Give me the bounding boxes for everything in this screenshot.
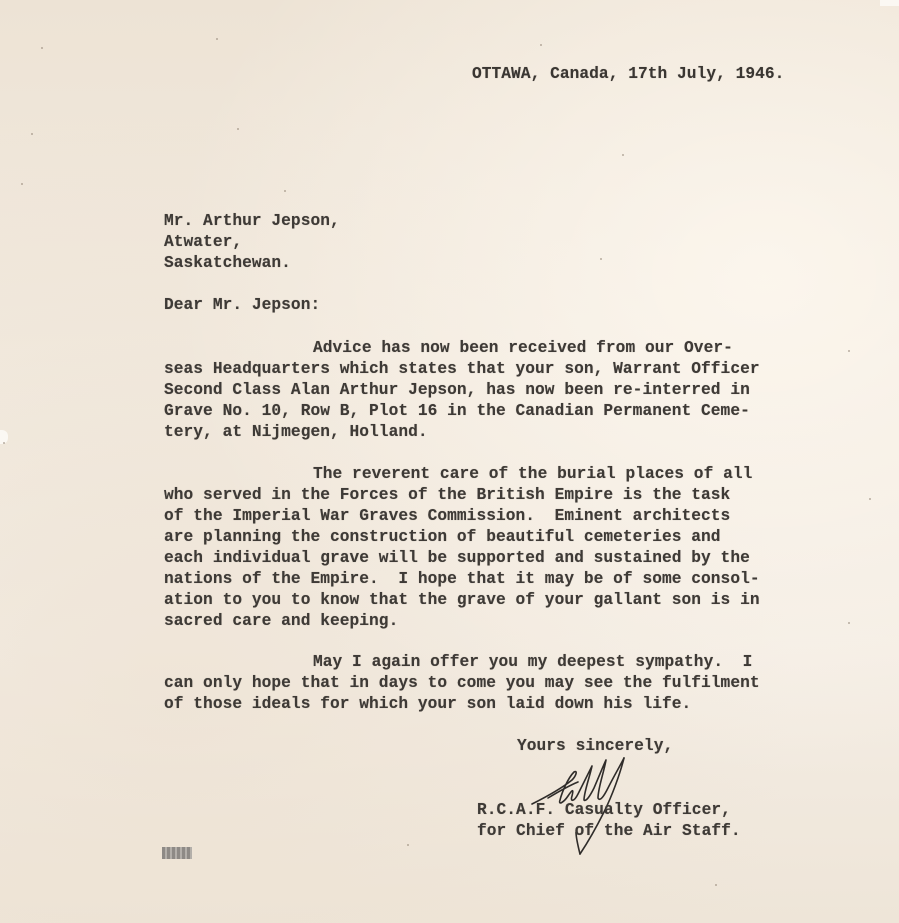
paragraph-2-line-5: each individual grave will be supported and sustained by the xyxy=(164,549,750,567)
paragraph-1-line-5: tery, at Nijmegen, Holland. xyxy=(164,423,428,441)
paper-speck xyxy=(848,622,850,624)
paper-speck xyxy=(41,47,43,49)
paragraph-2-line-4: are planning the construction of beautiful cemeteries and xyxy=(164,528,721,546)
paragraph-2-line-8: sacred care and keeping. xyxy=(164,612,399,630)
paper-speck xyxy=(622,154,624,156)
paper-speck xyxy=(284,190,286,192)
dateline: OTTAWA, Canada, 17th July, 1946. xyxy=(472,65,785,83)
paper-speck xyxy=(869,498,871,500)
paragraph-1-line-3: Second Class Alan Arthur Jepson, has now been re-interred in xyxy=(164,381,750,399)
closing: Yours sincerely, xyxy=(517,737,674,755)
paper-speck xyxy=(21,183,23,185)
paper-corner-mark xyxy=(880,0,899,6)
paragraph-2-line-6: nations of the Empire. I hope that it may be of some consol- xyxy=(164,570,760,588)
paragraph-3-line-3: of those ideals for which your son laid down his life. xyxy=(164,695,692,713)
paper-speck xyxy=(848,350,850,352)
paragraph-2-line-2: who served in the Forces of the British Empire is the task xyxy=(164,486,731,504)
signatory-on-behalf: for Chief of the Air Staff. xyxy=(477,822,741,840)
paragraph-1-line-1: Advice has now been received from our Over- xyxy=(313,339,733,357)
paragraph-2-line-7: ation to you to know that the grave of your gallant son is in xyxy=(164,591,760,609)
paper-speck xyxy=(600,258,602,260)
recipient-town: Atwater, xyxy=(164,233,243,251)
paper-speck xyxy=(31,133,33,135)
paper-speck xyxy=(216,38,218,40)
paragraph-2-line-3: of the Imperial War Graves Commission. Eminent architects xyxy=(164,507,731,525)
paper-speck xyxy=(237,128,239,130)
reference-initials-mark xyxy=(162,847,192,859)
paragraph-3-line-2: can only hope that in days to come you may see the fulfilment xyxy=(164,674,760,692)
paper-speck xyxy=(407,844,409,846)
paper-speck xyxy=(715,884,717,886)
paragraph-3-line-1: May I again offer you my deepest sympathy. I xyxy=(313,653,753,671)
paragraph-1-line-2: seas Headquarters which states that your son, Warrant Officer xyxy=(164,360,760,378)
recipient-name: Mr. Arthur Jepson, xyxy=(164,212,340,230)
paper-speck xyxy=(540,44,542,46)
recipient-province: Saskatchewan. xyxy=(164,254,291,272)
paragraph-2-line-1: The reverent care of the burial places of all xyxy=(313,465,753,483)
salutation: Dear Mr. Jepson: xyxy=(164,296,321,314)
paragraph-1-line-4: Grave No. 10, Row B, Plot 16 in the Canadian Permanent Ceme- xyxy=(164,402,750,420)
paper-speck xyxy=(3,442,5,444)
signatory-title: R.C.A.F. Casualty Officer, xyxy=(477,801,731,819)
